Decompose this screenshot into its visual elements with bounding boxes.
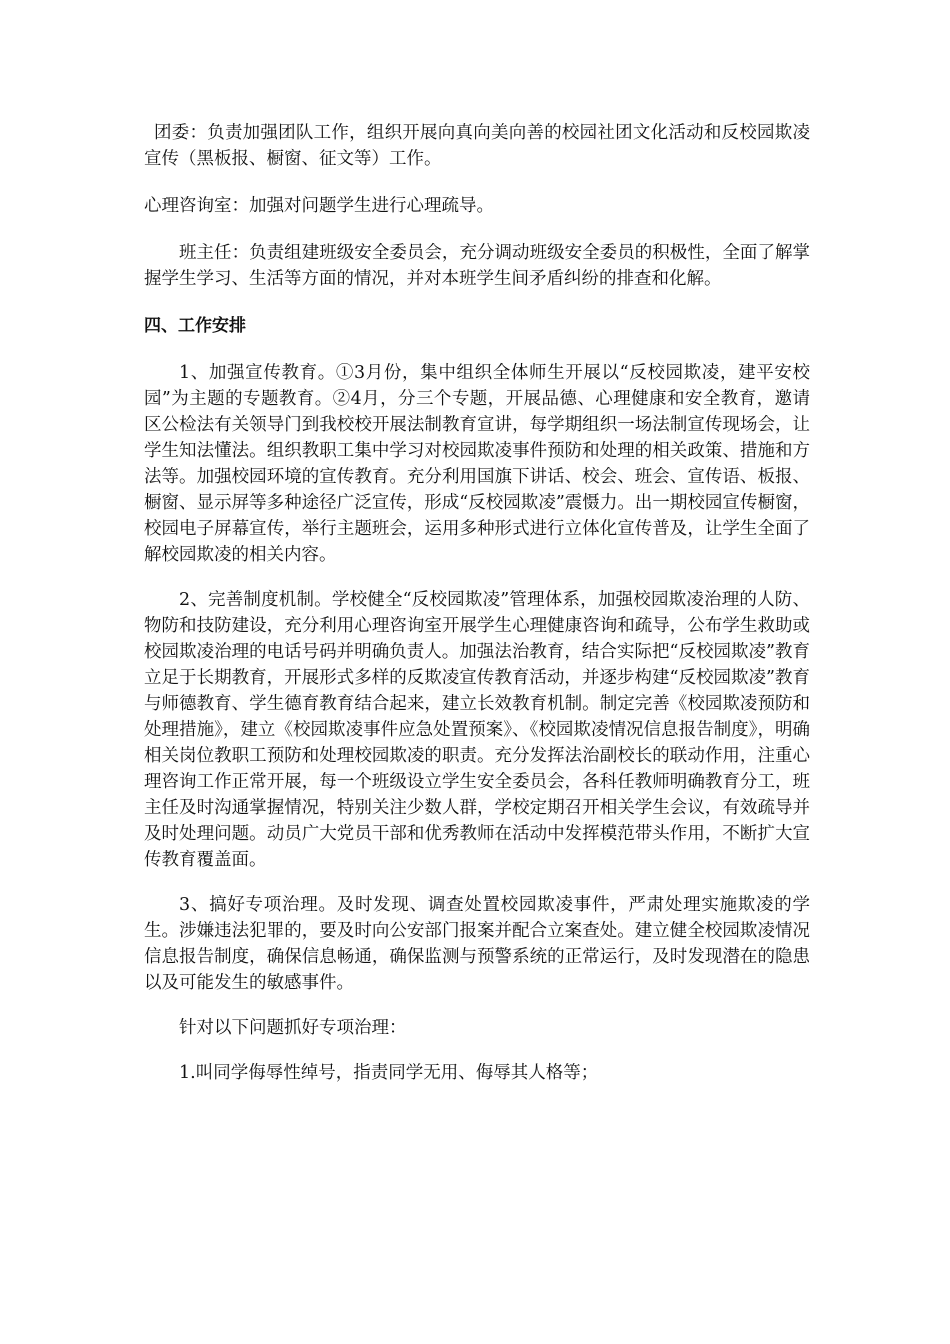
paragraph-banzhuren: 班主任：负责组建班级安全委员会，充分调动班级安全委员的积极性，全面了解掌握学生学习、生活等方面的情况，并对本班学生间矛盾纠纷的排查和化解。 xyxy=(144,243,810,289)
paragraph-item-2: 2、完善制度机制。学校健全“反校园欺凌”管理体系，加强校园欺凌治理的人防、物防和技防建设，充分利用心理咨询室开展学生心理健康咨询和疏导，公布学生救助或校园欺凌治理的电话号码并明确负责人。加强法治教育，结合实际把“反校园欺凌”教育立足于长期教育，开展形式多样的反欺凌宣传教育活动，并逐步构建“反校园欺凌”教育与师德教育、学生德育教育结合起来，建立长效教育机制。制定完善《校园欺凌预防和处理措施》，建立《校园欺凌事件应急处置预案》、《校园欺凌情况信息报告制度》，明确相关岗位教职工预防和处理校园欺凌的职责。充分发挥法治副校长的联动作用，注重心理咨询工作正常开展，每一个班级设立学生安全委员会，各科任教师明确教育分工，班主任及时沟通掌握情况，特别关注少数人群，学校定期召开相关学生会议，有效疏导并及时处理问题。动员广大党员干部和优秀教师在活动中发挥模范带头作用，不断扩大宣传教育覆盖面。 xyxy=(144,590,810,870)
paragraph-zhendui: 针对以下问题抓好专项治理： xyxy=(179,1018,407,1038)
paragraph-tuanwei: 团委：负责加强团队工作，组织开展向真向美向善的校园社团文化活动和反校园欺凌宣传（黑板报、橱窗、征文等）工作。 xyxy=(144,123,810,169)
document-page xyxy=(144,120,810,1086)
paragraph-item-1: 1、加强宣传教育。①3月份，集中组织全体师生开展以“反校园欺凌，建平安校园”为主题的专题教育。②4月，分三个专题，开展品德、心理健康和安全教育，邀请区公检法有关领导门到我校校开展法制教育宣讲，每学期组织一场法制宣传现场会，让学生知法懂法。组织教职工集中学习对校园欺凌事件预防和处理的相关政策、措施和方法等。加强校园环境的宣传教育。充分利用国旗下讲话、校会、班会、宣传语、板报、橱窗、显示屏等多种途径广泛宣传，形成“反校园欺凌”震慑力。出一期校园宣传橱窗，校园电子屏幕宣传，举行主题班会，运用多种形式进行立体化宣传普及，让学生全面了解校园欺凌的相关内容。 xyxy=(144,363,810,565)
paragraph-item-3: 3、搞好专项治理。及时发现、调查处置校园欺凌事件，严肃处理实施欺凌的学生。涉嫌违法犯罪的，要及时向公安部门报案并配合立案查处。建立健全校园欺凌情况信息报告制度，确保信息畅通，确保监测与预警系统的正常运行，及时发现潜在的隐患以及可能发生的敏感事件。 xyxy=(144,895,810,993)
section-heading: 四、工作安排 xyxy=(144,316,246,336)
paragraph-xinli: 心理咨询室：加强对问题学生进行心理疏导。 xyxy=(144,196,494,216)
list-item-1: 1.叫同学侮辱性绰号，指责同学无用、侮辱其人格等； xyxy=(179,1063,599,1083)
